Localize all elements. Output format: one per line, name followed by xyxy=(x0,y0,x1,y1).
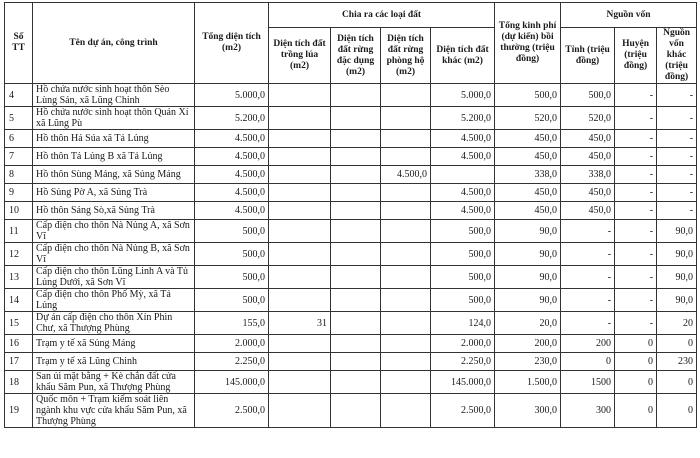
row-special-forest-area xyxy=(331,371,381,394)
row-name: Hồ thôn Tả Lủng B xã Tả Lủng xyxy=(33,148,195,166)
row-name: Trạm y tế xã Lũng Chinh xyxy=(33,353,195,371)
row-district-fund: - xyxy=(615,84,657,107)
row-other-fund: 0 xyxy=(657,335,697,353)
row-other-fund: - xyxy=(657,107,697,130)
header-province: Tỉnh (triệu đồng) xyxy=(561,28,615,84)
row-province-fund: 300 xyxy=(561,394,615,428)
row-province-fund: 500,0 xyxy=(561,84,615,107)
row-total-area: 4.500,0 xyxy=(195,184,269,202)
row-cost: 450,0 xyxy=(495,184,561,202)
row-province-fund: 450,0 xyxy=(561,184,615,202)
row-other-area xyxy=(431,166,495,184)
row-province-fund: - xyxy=(561,266,615,289)
row-district-fund: - xyxy=(615,266,657,289)
row-protect-forest-area xyxy=(381,184,431,202)
row-cost: 450,0 xyxy=(495,202,561,220)
row-other-area: 2.250,0 xyxy=(431,353,495,371)
row-province-fund: 450,0 xyxy=(561,130,615,148)
row-rice-area xyxy=(269,184,331,202)
row-stt: 9 xyxy=(5,184,33,202)
row-special-forest-area xyxy=(331,148,381,166)
row-other-fund: 90,0 xyxy=(657,220,697,243)
table-row xyxy=(5,243,697,266)
table-row xyxy=(5,266,697,289)
row-name: Hồ chứa nước sinh hoạt thôn Sèo Lùng Sán, xã Lũng Chinh xyxy=(33,84,195,107)
row-name: Hồ chứa nước sinh hoạt thôn Quán Xí xã Lũng Pù xyxy=(33,107,195,130)
row-province-fund: 1500 xyxy=(561,371,615,394)
row-cost: 90,0 xyxy=(495,243,561,266)
row-other-area: 4.500,0 xyxy=(431,184,495,202)
header-total-area: Tổng diện tích (m2) xyxy=(195,3,269,84)
row-district-fund: - xyxy=(615,220,657,243)
header-cost: Tổng kinh phí (dự kiến) bồi thường (triệu đồng) xyxy=(495,3,561,84)
table-row xyxy=(5,130,697,148)
row-province-fund: 520,0 xyxy=(561,107,615,130)
row-protect-forest-area xyxy=(381,130,431,148)
header-stt: Số TT xyxy=(5,3,33,84)
table-row xyxy=(5,353,697,371)
row-province-fund: 338,0 xyxy=(561,166,615,184)
row-rice-area xyxy=(269,148,331,166)
row-protect-forest-area xyxy=(381,84,431,107)
row-total-area: 500,0 xyxy=(195,243,269,266)
table-row xyxy=(5,148,697,166)
table-row xyxy=(5,220,697,243)
row-other-area: 500,0 xyxy=(431,220,495,243)
row-special-forest-area xyxy=(331,220,381,243)
table-row xyxy=(5,84,697,107)
row-other-fund: - xyxy=(657,148,697,166)
row-other-area: 4.500,0 xyxy=(431,202,495,220)
row-other-fund: - xyxy=(657,184,697,202)
row-stt: 4 xyxy=(5,84,33,107)
row-other-area: 5.000,0 xyxy=(431,84,495,107)
row-rice-area xyxy=(269,335,331,353)
row-cost: 90,0 xyxy=(495,266,561,289)
table-row xyxy=(5,107,697,130)
row-other-fund: 20 xyxy=(657,312,697,335)
row-protect-forest-area xyxy=(381,107,431,130)
header-other-source: Nguồn vốn khác (triệu đồng) xyxy=(657,28,697,84)
row-total-area: 500,0 xyxy=(195,289,269,312)
row-protect-forest-area xyxy=(381,266,431,289)
row-name: Quốc môn + Trạm kiểm soát liên ngành khu vực cửa khẩu Săm Pun, xã Thượng Phùng xyxy=(33,394,195,428)
row-special-forest-area xyxy=(331,353,381,371)
row-stt: 18 xyxy=(5,371,33,394)
row-other-area: 5.200,0 xyxy=(431,107,495,130)
row-name: San ủi mặt bằng + Kè chắn đất cửa khẩu Săm Pun, xã Thượng Phùng xyxy=(33,371,195,394)
row-total-area: 5.200,0 xyxy=(195,107,269,130)
row-rice-area xyxy=(269,289,331,312)
row-cost: 90,0 xyxy=(495,289,561,312)
row-special-forest-area xyxy=(331,166,381,184)
row-district-fund: - xyxy=(615,107,657,130)
row-other-fund: 90,0 xyxy=(657,289,697,312)
row-stt: 10 xyxy=(5,202,33,220)
row-protect-forest-area xyxy=(381,289,431,312)
row-stt: 5 xyxy=(5,107,33,130)
row-total-area: 4.500,0 xyxy=(195,202,269,220)
row-province-fund: 200 xyxy=(561,335,615,353)
row-name: Hồ thôn Sùng Máng, xã Sủng Máng xyxy=(33,166,195,184)
row-other-area: 124,0 xyxy=(431,312,495,335)
row-stt: 19 xyxy=(5,394,33,428)
row-other-fund: 230 xyxy=(657,353,697,371)
row-province-fund: - xyxy=(561,220,615,243)
header-district: Huyện (triệu đồng) xyxy=(615,28,657,84)
row-other-fund: 0 xyxy=(657,394,697,428)
row-cost: 200,0 xyxy=(495,335,561,353)
row-total-area: 4.500,0 xyxy=(195,166,269,184)
row-protect-forest-area xyxy=(381,353,431,371)
row-district-fund: 0 xyxy=(615,335,657,353)
row-total-area: 2.000,0 xyxy=(195,335,269,353)
row-cost: 20,0 xyxy=(495,312,561,335)
row-district-fund: - xyxy=(615,184,657,202)
row-stt: 11 xyxy=(5,220,33,243)
header-other: Diện tích đất khác (m2) xyxy=(431,28,495,84)
row-total-area: 155,0 xyxy=(195,312,269,335)
row-total-area: 2.250,0 xyxy=(195,353,269,371)
row-district-fund: - xyxy=(615,148,657,166)
header-special: Diện tích đất rừng đặc dụng (m2) xyxy=(331,28,381,84)
row-protect-forest-area: 4.500,0 xyxy=(381,166,431,184)
row-district-fund: 0 xyxy=(615,394,657,428)
row-other-fund: 0 xyxy=(657,371,697,394)
row-rice-area xyxy=(269,107,331,130)
row-other-area: 4.500,0 xyxy=(431,130,495,148)
row-stt: 14 xyxy=(5,289,33,312)
row-name: Hồ thôn Há Súa xã Tả Lủng xyxy=(33,130,195,148)
table-body xyxy=(5,84,697,428)
row-district-fund: 0 xyxy=(615,353,657,371)
row-cost: 230,0 xyxy=(495,353,561,371)
row-province-fund: - xyxy=(561,312,615,335)
row-rice-area xyxy=(269,84,331,107)
row-district-fund: - xyxy=(615,243,657,266)
row-total-area: 500,0 xyxy=(195,220,269,243)
row-special-forest-area xyxy=(331,202,381,220)
row-other-area: 500,0 xyxy=(431,266,495,289)
row-province-fund: 0 xyxy=(561,353,615,371)
row-total-area: 145.000,0 xyxy=(195,371,269,394)
row-other-fund: 90,0 xyxy=(657,243,697,266)
row-other-area: 2.000,0 xyxy=(431,335,495,353)
row-cost: 450,0 xyxy=(495,148,561,166)
row-cost: 450,0 xyxy=(495,130,561,148)
table-row xyxy=(5,371,697,394)
row-district-fund: - xyxy=(615,166,657,184)
row-other-fund: - xyxy=(657,130,697,148)
row-total-area: 2.500,0 xyxy=(195,394,269,428)
row-special-forest-area xyxy=(331,84,381,107)
row-protect-forest-area xyxy=(381,312,431,335)
row-special-forest-area xyxy=(331,312,381,335)
row-special-forest-area xyxy=(331,130,381,148)
row-total-area: 5.000,0 xyxy=(195,84,269,107)
row-name: Cấp điện cho thôn Lũng Linh A và Tủ Lủng Dưới, xã Sơn Vĩ xyxy=(33,266,195,289)
row-total-area: 500,0 xyxy=(195,266,269,289)
row-rice-area xyxy=(269,371,331,394)
row-cost: 90,0 xyxy=(495,220,561,243)
table-row xyxy=(5,166,697,184)
row-special-forest-area xyxy=(331,184,381,202)
row-special-forest-area xyxy=(331,107,381,130)
row-province-fund: 450,0 xyxy=(561,202,615,220)
row-protect-forest-area xyxy=(381,335,431,353)
row-protect-forest-area xyxy=(381,220,431,243)
row-special-forest-area xyxy=(331,243,381,266)
row-cost: 300,0 xyxy=(495,394,561,428)
row-district-fund: - xyxy=(615,312,657,335)
row-district-fund: - xyxy=(615,130,657,148)
row-name: Cấp điện cho thôn Nà Nủng B, xã Sơn Vĩ xyxy=(33,243,195,266)
row-special-forest-area xyxy=(331,266,381,289)
row-name: Cấp điện cho thôn Nà Nủng A, xã Sơn Vĩ xyxy=(33,220,195,243)
table-row xyxy=(5,394,697,428)
header-rice: Diện tích đất trồng lúa (m2) xyxy=(269,28,331,84)
row-rice-area xyxy=(269,243,331,266)
header-land-group: Chia ra các loại đất xyxy=(269,3,495,28)
row-rice-area xyxy=(269,130,331,148)
row-other-fund: - xyxy=(657,166,697,184)
row-stt: 12 xyxy=(5,243,33,266)
row-stt: 17 xyxy=(5,353,33,371)
row-other-area: 4.500,0 xyxy=(431,148,495,166)
row-other-area: 500,0 xyxy=(431,243,495,266)
row-district-fund: 0 xyxy=(615,371,657,394)
header-name: Tên dự án, công trình xyxy=(33,3,195,84)
header-source-group: Nguồn vốn xyxy=(561,3,697,28)
table-row xyxy=(5,184,697,202)
row-rice-area: 31 xyxy=(269,312,331,335)
row-other-area: 500,0 xyxy=(431,289,495,312)
row-stt: 7 xyxy=(5,148,33,166)
header-protect: Diện tích đất rừng phòng hộ (m2) xyxy=(381,28,431,84)
row-other-fund: 90,0 xyxy=(657,266,697,289)
row-name: Dự án cấp điện cho thôn Xín Phìn Chư, xã Thượng Phùng xyxy=(33,312,195,335)
row-cost: 500,0 xyxy=(495,84,561,107)
row-protect-forest-area xyxy=(381,243,431,266)
row-province-fund: - xyxy=(561,243,615,266)
row-special-forest-area xyxy=(331,394,381,428)
table-row xyxy=(5,289,697,312)
row-stt: 16 xyxy=(5,335,33,353)
row-rice-area xyxy=(269,220,331,243)
row-rice-area xyxy=(269,202,331,220)
row-name: Hồ Sủng Pờ A, xã Sủng Trà xyxy=(33,184,195,202)
row-province-fund: - xyxy=(561,289,615,312)
row-other-area: 145.000,0 xyxy=(431,371,495,394)
row-special-forest-area xyxy=(331,335,381,353)
row-stt: 6 xyxy=(5,130,33,148)
row-rice-area xyxy=(269,266,331,289)
row-stt: 8 xyxy=(5,166,33,184)
row-total-area: 4.500,0 xyxy=(195,148,269,166)
row-protect-forest-area xyxy=(381,202,431,220)
row-protect-forest-area xyxy=(381,371,431,394)
row-province-fund: 450,0 xyxy=(561,148,615,166)
row-cost: 520,0 xyxy=(495,107,561,130)
table-row xyxy=(5,202,697,220)
row-protect-forest-area xyxy=(381,394,431,428)
table-row xyxy=(5,335,697,353)
row-name: Hồ thôn Sảng Sò,xã Sủng Trà xyxy=(33,202,195,220)
row-rice-area xyxy=(269,353,331,371)
row-rice-area xyxy=(269,394,331,428)
row-protect-forest-area xyxy=(381,148,431,166)
row-cost: 1.500,0 xyxy=(495,371,561,394)
row-total-area: 4.500,0 xyxy=(195,130,269,148)
row-district-fund: - xyxy=(615,289,657,312)
table-row xyxy=(5,312,697,335)
row-special-forest-area xyxy=(331,289,381,312)
land-compensation-table xyxy=(4,2,697,428)
row-other-fund: - xyxy=(657,84,697,107)
row-cost: 338,0 xyxy=(495,166,561,184)
row-stt: 13 xyxy=(5,266,33,289)
row-name: Cấp điện cho thôn Phố Mỳ, xã Tả Lủng xyxy=(33,289,195,312)
row-name: Trạm y tế xã Sủng Máng xyxy=(33,335,195,353)
row-stt: 15 xyxy=(5,312,33,335)
row-rice-area xyxy=(269,166,331,184)
row-district-fund: - xyxy=(615,202,657,220)
row-other-fund: - xyxy=(657,202,697,220)
row-other-area: 2.500,0 xyxy=(431,394,495,428)
